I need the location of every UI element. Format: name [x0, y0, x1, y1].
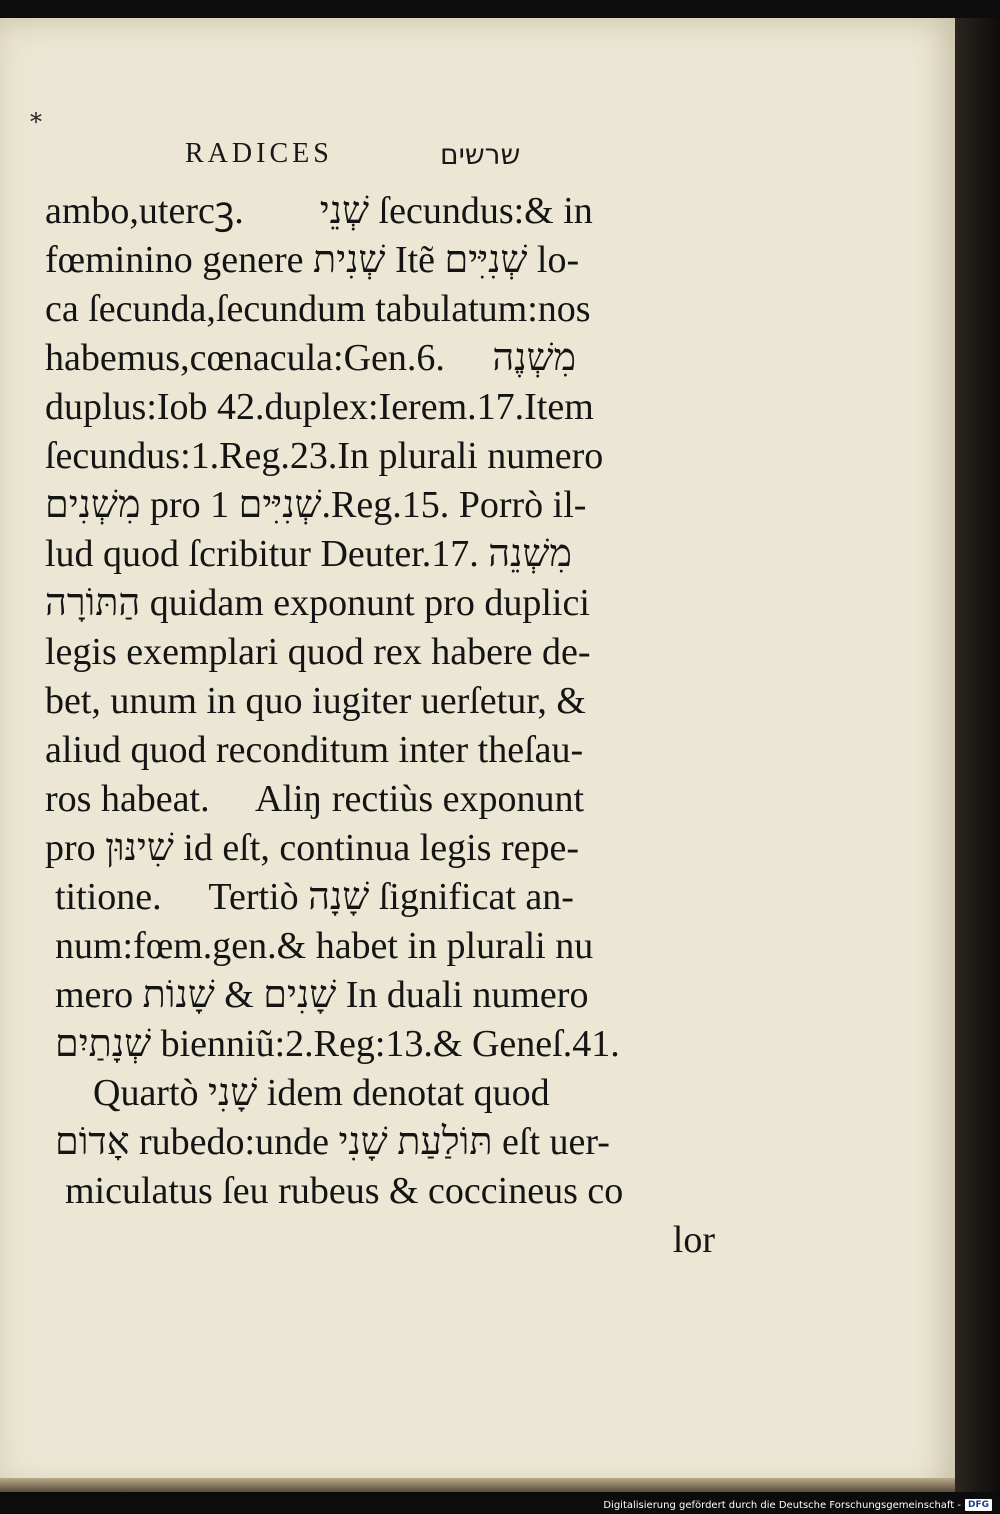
text-line: fœminino genere שְׁנִית Itẽ שְׁנִיִּים lo-: [45, 239, 580, 281]
text-line: ſecundus:1.Reg.23.In plurali numero: [45, 435, 604, 477]
page-asterisk: *: [30, 108, 42, 136]
text-line: שְׁנָתַיִם bienniũ:2.Reg:13.& Geneſ.41.: [55, 1023, 620, 1065]
text-line: מִשְׁנִים pro שְׁנִיִּים 1.Reg.15. Porrò il-: [45, 484, 587, 526]
page-edge-bottom: [0, 1478, 955, 1492]
text-line: mero שָׁנִים & שָׁנוֹת In duali numero: [55, 974, 589, 1016]
text-line: ambo,utercꝫ. שְׁנֵי ſecundus:& in: [45, 190, 593, 232]
text-line: אָדוֹם rubedo:unde תּוֹלַעַת שָׁנִי eſt uer-: [55, 1121, 610, 1163]
text-line: num:fœm.gen.& habet in plurali nu: [55, 925, 594, 967]
text-line: pro שִׁינּוּן id eſt, continua legis repe-: [45, 827, 579, 869]
body-text: [45, 187, 715, 1265]
text-line: lud quod ſcribitur Deuter.17. מִשְׁנֵה: [45, 533, 572, 575]
text-line: legis exemplari quod rex habere de-: [45, 631, 591, 673]
text-line: bet, unum in quo iugiter uerſetur, &: [45, 680, 586, 722]
dfg-logo: DFG: [965, 1499, 992, 1511]
page-edge-right: [955, 18, 1000, 1492]
text-line: duplus:Iob 42.duplex:Ierem.17.Item: [45, 386, 594, 428]
header-hebrew: שרשים: [440, 138, 521, 171]
footer-text: Digitalisierung gefördert durch die Deutsche Forschungsgemeinschaft -: [603, 1499, 961, 1511]
text-line: lor: [672, 1219, 715, 1261]
text-line: Quartò שָׁנִי idem denotat quod: [55, 1072, 550, 1114]
text-line: ca ſecunda,ſecundum tabulatum:nos: [45, 288, 591, 330]
text-line: ros habeat. Aliŋ rectiùs exponunt: [45, 778, 585, 820]
text-line: הַתּוֹרָה quidam exponunt pro duplici: [45, 582, 590, 624]
footer-credit: [603, 1497, 992, 1513]
running-header: [185, 138, 545, 178]
header-latin: RADICES: [185, 138, 333, 169]
text-line: aliud quod reconditum inter theſau-: [45, 729, 584, 771]
text-line: miculatus ſeu rubeus & coccineus co: [65, 1170, 624, 1212]
text-line: titione. Tertiò שָׁנָה ſignificat an-: [55, 876, 574, 918]
text-line: habemus,cœnacula:Gen.6. מִשְׁנֶה: [45, 337, 577, 379]
